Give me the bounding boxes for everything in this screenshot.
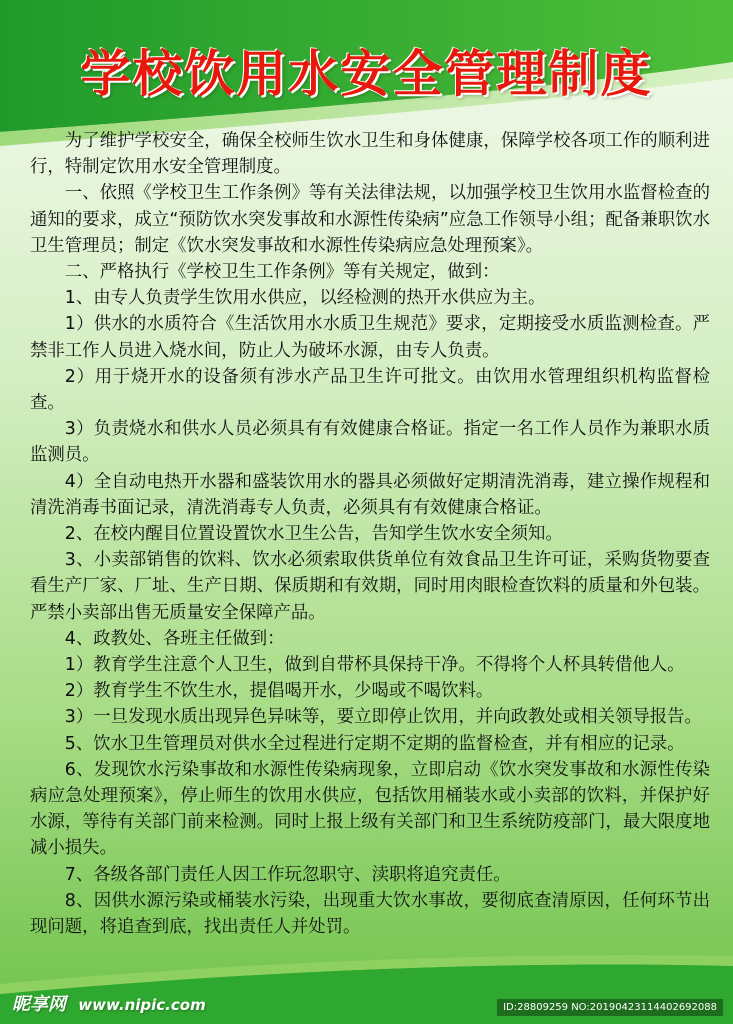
paragraph: 2）教育学生不饮生水，提倡喝开水，少喝或不喝饮料。: [64, 681, 494, 702]
paragraph: 6、发现饮水污染事故和水源性传染病现象，立即启动《饮水突发事故和水源性传染病应急处理预案》，停止师生的饮用水供应，包括饮用桶装水或小卖部的饮料，并保护好水源，等待有关部门前来检测。同时上报上级有关部门和卫生系统防疫部门，最大限度地减小损失。: [30, 759, 710, 859]
paragraph: 二、严格执行《学校卫生工作条例》等有关规定，做到：: [64, 262, 500, 283]
watermark-logo: [12, 990, 206, 1016]
paragraph: 3）负责烧水和供水人员必须具有有效健康合格证。指定一名工作人员作为兼职水质监测员。: [30, 419, 710, 466]
paragraph: 5、饮水卫生管理员对供水全过程进行定期不定期的监督检查，并有相应的记录。: [64, 733, 685, 754]
paragraph: 8、因供水源污染或桶装水污染，出现重大饮水事故，要彻底查清原因，任何环节出现问题，将追查到底，找出责任人并处罚。: [30, 890, 710, 938]
page-title: 学校饮用水安全管理制度: [80, 45, 653, 103]
regulation-body: [30, 128, 710, 940]
watermark-id: ID:28809259 NO:20190423114402692088: [497, 999, 723, 1016]
paragraph: 7、各级各部门责任人因工作玩忽职守、渎职将追究责任。: [64, 864, 511, 885]
paragraph: 4、政教处、各班主任做到：: [64, 628, 285, 649]
paragraph: 3、小卖部销售的饮料、饮水必须索取供货单位有效食品卫生许可证，采购货物要查看生产厂家、厂址、生产日期、保质期和有效期，同时用肉眼检查饮料的质量和外包装。严禁小卖部出售无质量安全保障产品。: [30, 550, 710, 623]
watermark-logo-text: 昵享网: [12, 994, 66, 1015]
paragraph: 2、在校内醒目位置设置饮水卫生公告，告知学生饮水安全须知。: [64, 524, 563, 545]
paragraph: 3）一旦发现水质出现异色异味等，要立即停止饮用，并向政教处或相关领导报告。: [64, 707, 702, 728]
paragraph: 4）全自动电热开水器和盛装饮用水的器具必须做好定期清洗消毒，建立操作规程和清洗消毒书面记录，清洗消毒专人负责，必须具有有效健康合格证。: [30, 471, 710, 518]
paragraph: 1、由专人负责学生饮用水供应，以经检测的热开水供应为主。: [64, 288, 546, 309]
paragraph: 2）用于烧开水的设备须有涉水产品卫生许可批文。由饮用水管理组织机构监督检查。: [30, 366, 710, 414]
paragraph: 1）供水的水质符合《生活饮用水水质卫生规范》要求，定期接受水质监测检查。严禁非工作人员进入烧水间，防止人为破坏水源，由专人负责。: [30, 314, 710, 361]
paragraph: 1）教育学生注意个人卫生，做到自带杯具保持干净。不得将个人杯具转借他人。: [64, 655, 685, 676]
watermark-site: www.nipic.com: [78, 996, 206, 1014]
paragraph: 一、依照《学校卫生工作条例》等有关法律法规，以加强学校卫生饮用水监督检查的通知的要求，成立“预防饮水突发事故和水源性传染病”应急工作领导小组；配备兼职饮水卫生管理员；制定《饮水突发事故和水源性传染病应急处理预案》。: [30, 183, 710, 256]
paragraph: 为了维护学校安全，确保全校师生饮水卫生和身体健康，保障学校各项工作的顺利进行，特制定饮用水安全管理制度。: [30, 131, 710, 178]
